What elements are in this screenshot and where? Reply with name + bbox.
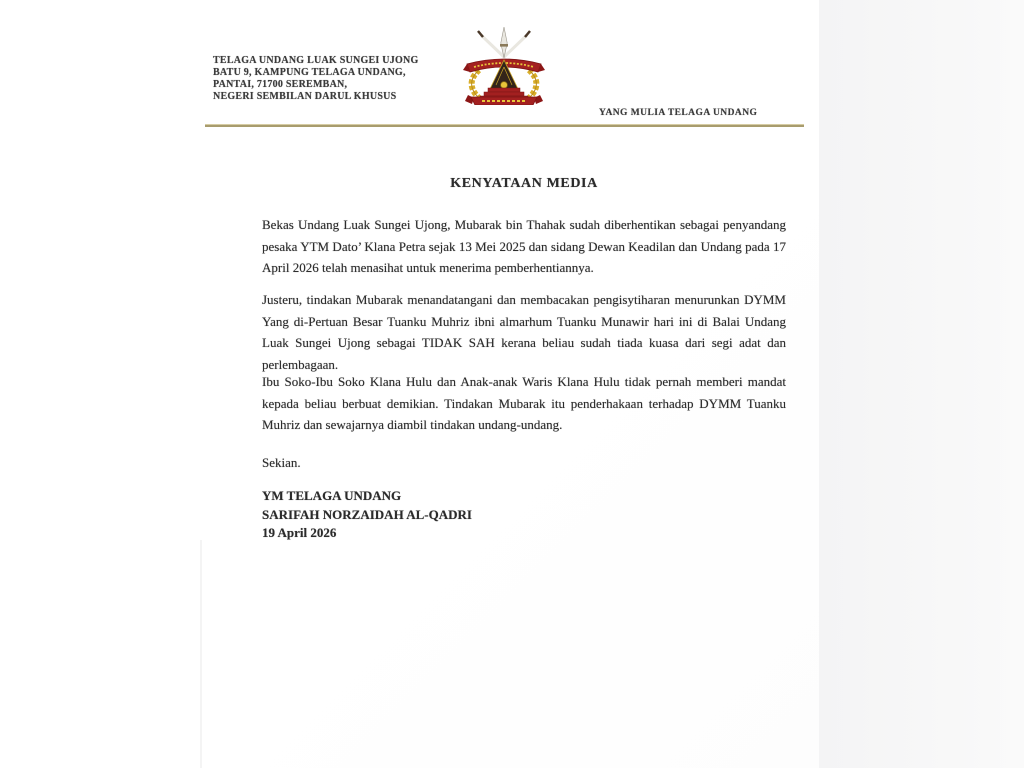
paragraph-2: Justeru, tindakan Mubarak menandatangani dan membacakan pengisytiharan menurunkan DYMM Yang di-Pertuan Besar Tuanku Muhriz ibni almarhum Tuanku Munawir hari ini di Balai Undang Luak Sungei Ujong sebagai TIDAK SAH kerana beliau sudah tiada kuasa dari segi adat dan perlembagaan.	[262, 292, 786, 372]
address-line: PANTAI, 71700 SEREMBAN,	[213, 78, 348, 90]
closing-line: Sekian.	[262, 455, 301, 470]
letterhead-right-title: YANG MULIA TELAGA UNDANG	[599, 108, 758, 118]
document-heading: KENYATAAN MEDIA	[450, 176, 598, 191]
signature-title: YM TELAGA UNDANG	[262, 488, 402, 503]
signature-date: 19 April 2026	[262, 525, 337, 540]
paragraph-1: Bekas Undang Luak Sungei Ujong, Mubarak bin Thahak sudah diberhentikan sebagai penyandang pesaka YTM Dato’ Klana Petra sejak 13 Mei 2025 dan sidang Dewan Keadilan dan Undang pada 17 April 2026 telah menasihat untuk menerima pemberhentiannya.	[262, 217, 786, 275]
letterhead-address	[213, 55, 419, 103]
letterhead-rule	[205, 124, 804, 127]
address-line: NEGERI SEMBILAN DARUL KHUSUS	[213, 90, 397, 102]
signature-name: SARIFAH NORZAIDAH AL-QADRI	[262, 506, 472, 522]
paragraph-3: Ibu Soko-Ibu Soko Klana Hulu dan Anak-anak Waris Klana Hulu tidak pernah memberi mandat kepada beliau berbuat demikian. Tindakan Mubarak itu penderhakaan terhadap DYMM Tuanku Muhriz dan sewajarnya diambil tindakan undang-undang.	[262, 374, 786, 432]
address-line: TELAGA UNDANG LUAK SUNGEI UJONG	[213, 55, 419, 66]
telaga-undang-crest-icon	[460, 27, 548, 105]
signature-block	[262, 487, 472, 543]
paper-edge-shadow	[200, 540, 202, 768]
address-line: BATU 9, KAMPUNG TELAGA UNDANG,	[213, 66, 406, 78]
photo-background-right	[819, 0, 1024, 768]
crest-container	[460, 27, 548, 105]
